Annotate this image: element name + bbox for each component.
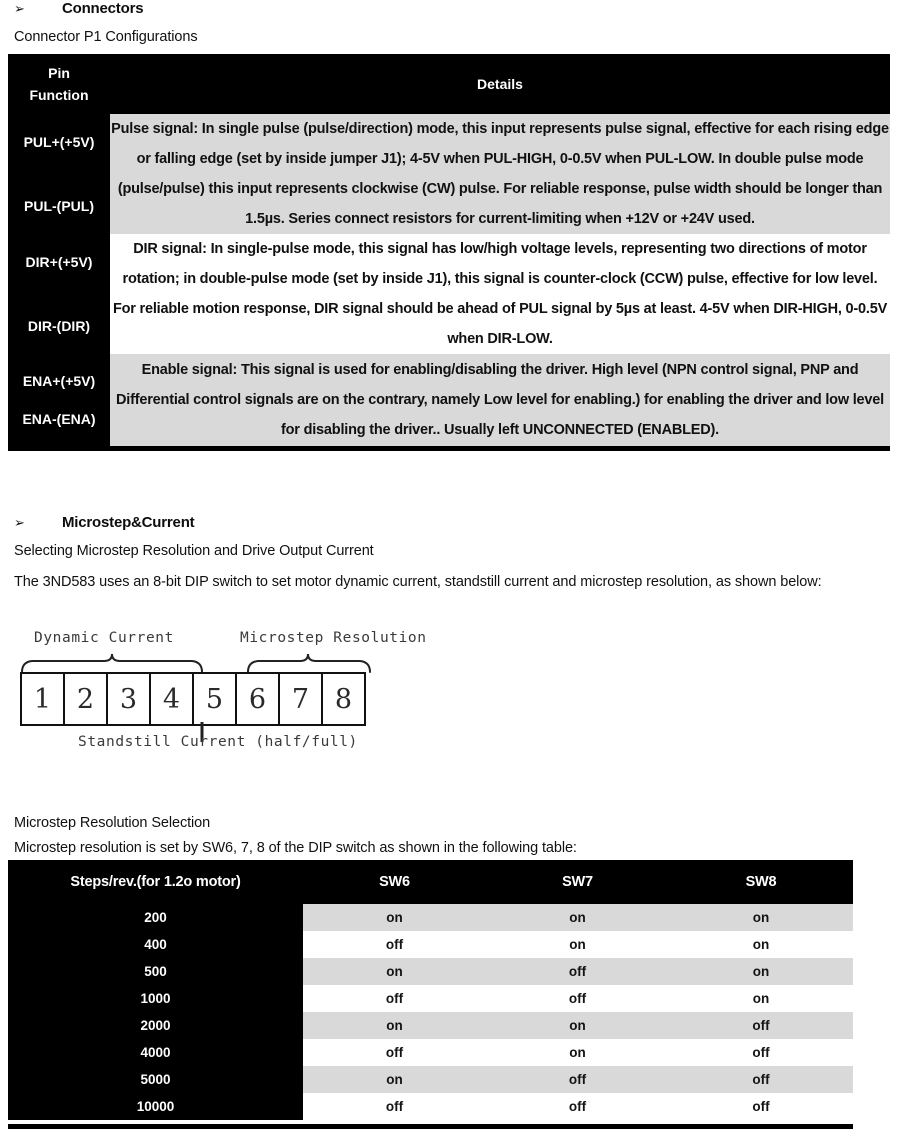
table-row <box>8 904 853 931</box>
details-cell-ena: Enable signal: This signal is used for enabling/disabling the driver. High level (NPN control signal, PNP and Differential control signals are on the contrary, namely Low level for enabling.) for enabling the driver and low level for disabling the driver.. Usually left UNCONNECTED (ENABLED). <box>110 354 890 449</box>
microstep-selection-title: Microstep Resolution Selection <box>14 815 211 831</box>
cell-sw6: off <box>303 1039 486 1066</box>
cell-sw8: off <box>669 1039 853 1066</box>
header-sw6: SW6 <box>303 860 486 904</box>
pin-label-pul-minus: PUL-(PUL) <box>24 198 94 214</box>
dip-brace-dynamic <box>22 654 202 672</box>
cell-sw6: off <box>303 1093 486 1120</box>
table-row <box>8 234 890 354</box>
cell-sw6: on <box>303 1012 486 1039</box>
cell-sw8: on <box>669 985 853 1012</box>
table-row <box>8 985 853 1012</box>
connector-p1-caption: Connector P1 Configurations <box>14 29 198 45</box>
table-row <box>8 1012 853 1039</box>
pin-cell-pul <box>8 114 110 234</box>
dip-label-standstill-current: Standstill Current (half/full) <box>78 734 358 750</box>
dip-brace-resolution <box>248 654 370 672</box>
cell-steps: 200 <box>8 904 303 931</box>
dip-label-dynamic-current: Dynamic Current <box>34 630 174 646</box>
table-row <box>8 354 890 449</box>
cell-sw8: off <box>669 1093 853 1120</box>
cell-sw7: on <box>486 931 669 958</box>
pin-function-header <box>8 54 110 114</box>
dip-switch-row <box>20 672 366 726</box>
connectors-heading-label: Connectors <box>62 0 144 17</box>
microstep-intro: The 3ND583 uses an 8-bit DIP switch to set motor dynamic current, standstill current and microstep resolution, as shown below: <box>14 574 822 590</box>
cell-sw8: off <box>669 1066 853 1093</box>
list-arrow-icon: ➢ <box>14 514 25 530</box>
dip-switch-5[interactable]: 5 <box>194 674 237 724</box>
cell-steps: 5000 <box>8 1066 303 1093</box>
cell-sw7: off <box>486 958 669 985</box>
cell-steps: 1000 <box>8 985 303 1012</box>
cell-sw7: on <box>486 1039 669 1066</box>
cell-sw8: on <box>669 958 853 985</box>
details-header: Details <box>110 54 890 114</box>
cell-steps: 4000 <box>8 1039 303 1066</box>
cell-sw8: on <box>669 931 853 958</box>
microstep-heading <box>14 514 194 531</box>
dip-switch-8[interactable]: 8 <box>334 683 353 715</box>
cell-sw7: on <box>486 904 669 931</box>
cell-sw8: on <box>669 904 853 931</box>
dip-switch-7[interactable]: 7 <box>280 674 323 724</box>
cell-sw8: off <box>669 1012 853 1039</box>
table-row <box>8 931 853 958</box>
pin-header-line2: Function <box>29 87 89 103</box>
pin-label-pul-plus: PUL+(+5V) <box>23 134 95 150</box>
pin-label-dir-minus: DIR-(DIR) <box>27 318 91 334</box>
cell-sw6: on <box>303 904 486 931</box>
table-row <box>8 958 853 985</box>
cell-sw6: off <box>303 931 486 958</box>
microstep-table-header-row <box>8 860 853 904</box>
header-steps-per-rev: Steps/rev.(for 1.2o motor) <box>8 860 303 904</box>
dip-label-microstep-resolution: Microstep Resolution <box>240 630 427 646</box>
cell-sw6: off <box>303 985 486 1012</box>
pin-header-line1: Pin <box>48 65 70 81</box>
table-row <box>8 1093 853 1120</box>
microstep-subtitle: Selecting Microstep Resolution and Drive Output Current <box>14 543 374 559</box>
cell-steps: 2000 <box>8 1012 303 1039</box>
details-cell-pul: Pulse signal: In single pulse (pulse/direction) mode, this input represents pulse signal, effective for each rising edge or falling edge (set by inside jumper J1); 4-5V when PUL-HIGH, 0-0.5V when PUL-LOW. In double pulse mode (pulse/pulse) this input represents clockwise (CW) pulse. For reliable response, pulse width should be longer than 1.5µs. Series connect resistors for current-limiting when +12V or +24V used. <box>110 114 890 234</box>
list-arrow-icon: ➢ <box>14 0 25 16</box>
microstep-heading-label: Microstep&Current <box>62 514 195 531</box>
pin-label-ena-plus: ENA+(+5V) <box>22 373 96 389</box>
dip-brace-group <box>12 650 432 674</box>
cell-steps: 10000 <box>8 1093 303 1120</box>
header-sw8: SW8 <box>669 860 853 904</box>
cell-sw7: off <box>486 985 669 1012</box>
pin-label-dir-plus: DIR+(+5V) <box>25 254 93 270</box>
microstep-resolution-table <box>8 860 853 1120</box>
dip-switch-1[interactable]: 1 <box>22 674 65 724</box>
pin-cell-dir <box>8 234 110 354</box>
details-cell-dir: DIR signal: In single-pulse mode, this signal has low/high voltage levels, representing two directions of motor rotation; in double-pulse mode (set by inside J1), this signal is counter-clock (CCW) pulse, effective for low level. For reliable motion response, DIR signal should be ahead of PUL signal by 5µs at least. 4-5V when DIR-HIGH, 0-0.5V when DIR-LOW. <box>110 234 890 354</box>
table-row <box>8 1039 853 1066</box>
cell-sw6: on <box>303 958 486 985</box>
dip-switch-4[interactable]: 4 <box>151 674 194 724</box>
connector-p1-table <box>8 54 890 451</box>
dip-switch-3[interactable]: 3 <box>108 674 151 724</box>
cell-steps: 500 <box>8 958 303 985</box>
dip-switch-2[interactable]: 2 <box>65 674 108 724</box>
cell-steps: 400 <box>8 931 303 958</box>
pin-cell-ena <box>8 354 110 449</box>
microstep-table-bottom-rule <box>8 1124 853 1129</box>
connectors-heading <box>14 0 143 17</box>
dip-switch-figure <box>12 630 432 770</box>
connector-table-header-row <box>8 54 890 114</box>
dip-switch-6[interactable]: 6 <box>237 674 280 724</box>
pin-label-ena-minus: ENA-(ENA) <box>22 411 96 427</box>
microstep-selection-intro: Microstep resolution is set by SW6, 7, 8 of the DIP switch as shown in the following table: <box>14 840 577 856</box>
cell-sw7: off <box>486 1066 669 1093</box>
cell-sw7: on <box>486 1012 669 1039</box>
cell-sw6: on <box>303 1066 486 1093</box>
cell-sw7: off <box>486 1093 669 1120</box>
table-row <box>8 1066 853 1093</box>
header-sw7: SW7 <box>486 860 669 904</box>
table-row <box>8 114 890 234</box>
